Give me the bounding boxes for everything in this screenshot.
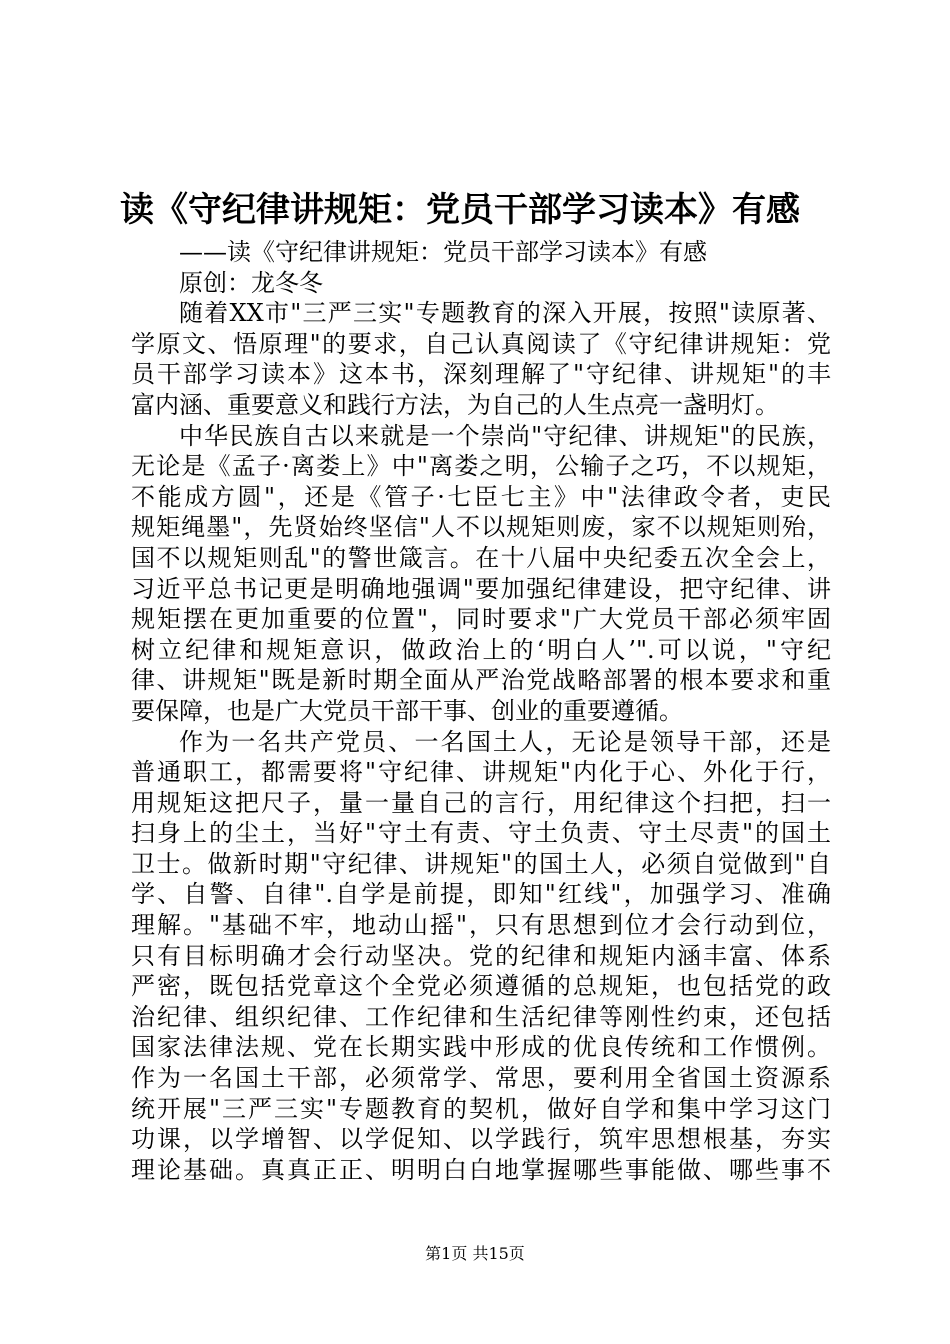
- text-line: 作为一名国土干部，必须常学、常思，要利用全省国土资源系: [131, 1064, 831, 1093]
- text-line: 理论基础。真真正正、明明白白地掌握哪些事能做、哪些事不: [131, 1155, 831, 1184]
- text-line: 无论是《孟子·离娄上》中"离娄之明，公输子之巧，不以规矩，: [131, 452, 831, 481]
- page-number: 第1页 共15页: [425, 1244, 525, 1263]
- text-line: 作为一名共产党员、一名国土人，无论是领导干部，还是: [179, 727, 831, 756]
- text-line: 员干部学习读本》这本书，深刻理解了"守纪律、讲规矩"的丰: [131, 360, 831, 389]
- text-line: 理解。"基础不牢，地动山摇"，只有思想到位才会行动到位，: [131, 911, 831, 940]
- text-line: 扫身上的尘土，当好"守土有责、守土负责、守土尽责"的国土: [131, 819, 831, 848]
- document-body: [131, 237, 831, 1185]
- document-title: 读《守纪律讲规矩：党员干部学习读本》有感: [120, 190, 800, 230]
- text-line: 用规矩这把尺子，量一量自己的言行，用纪律这个扫把，扫一: [131, 788, 831, 817]
- text-line: 功课，以学增智、以学促知、以学践行，筑牢思想根基，夯实: [131, 1125, 831, 1154]
- text-line: 普通职工，都需要将"守纪律、讲规矩"内化于心、外化于行，: [131, 758, 831, 787]
- text-line: 只有目标明确才会行动坚决。党的纪律和规矩内涵丰富、体系: [131, 941, 831, 970]
- text-line: 规矩绳墨"，先贤始终坚信"人不以规矩则废，家不以规矩则殆，: [131, 513, 831, 542]
- text-line: 学、自警、自律".自学是前提，即知"红线"，加强学习、准确: [131, 880, 831, 909]
- text-line: 卫士。做新时期"守纪律、讲规矩"的国土人，必须自觉做到"自: [131, 849, 831, 878]
- text-line: 国家法律法规、党在长期实践中形成的优良传统和工作惯例。: [131, 1033, 831, 1062]
- text-line: 学原文、悟原理"的要求，自己认真阅读了《守纪律讲规矩：党: [131, 329, 831, 358]
- text-line: 要保障，也是广大党员干部干事、创业的重要遵循。: [131, 696, 683, 725]
- text-line: 统开展"三严三实"专题教育的契机，做好自学和集中学习这门: [131, 1094, 831, 1123]
- text-line: 中华民族自古以来就是一个崇尚"守纪律、讲规矩"的民族，: [179, 421, 831, 450]
- text-line: 国不以规矩则乱"的警世箴言。在十八届中央纪委五次全会上，: [131, 543, 831, 572]
- text-line: 律、讲规矩"既是新时期全面从严治党战略部署的根本要求和重: [131, 666, 831, 695]
- text-line: 富内涵、重要意义和践行方法，为自己的人生点亮一盏明灯。: [131, 390, 779, 419]
- text-line: 随着XX市"三严三实"专题教育的深入开展，按照"读原著、: [179, 299, 831, 328]
- text-line: ——读《守纪律讲规矩：党员干部学习读本》有感: [179, 238, 707, 266]
- text-line: 规矩摆在更加重要的位置"，同时要求"广大党员干部必须牢固: [131, 605, 831, 634]
- text-line: 不能成方圆"，还是《管子·七臣七主》中"法律政令者，吏民: [131, 482, 831, 511]
- text-line: 树立纪律和规矩意识，做政治上的‘明白人’".可以说，"守纪: [131, 635, 831, 664]
- text-line: 治纪律、组织纪律、工作纪律和生活纪律等刚性约束，还包括: [131, 1002, 831, 1031]
- text-line: 原创：龙冬冬: [179, 268, 323, 297]
- text-line: 严密，既包括党章这个全党必须遵循的总规矩，也包括党的政: [131, 972, 831, 1001]
- text-line: 习近平总书记更是明确地强调"要加强纪律建设，把守纪律、讲: [131, 574, 831, 603]
